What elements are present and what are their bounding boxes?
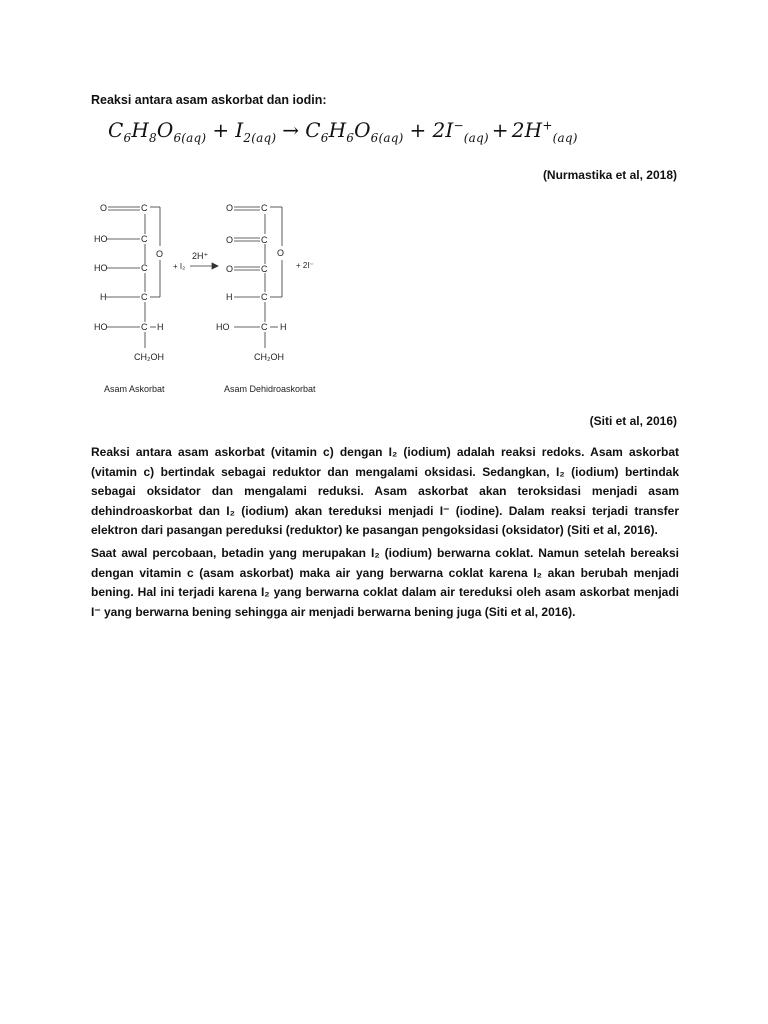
atom-c: C [261, 203, 268, 213]
reagent-iodine: + I₂ [173, 262, 186, 271]
group-ch2oh: CH₂OH [254, 352, 284, 362]
atom-h: H [280, 322, 287, 332]
section-heading: Reaksi antara asam askorbat dan iodin: [91, 93, 327, 107]
chemical-equation [108, 118, 578, 145]
paragraph-redox-explanation: Reaksi antara asam askorbat (vitamin c) dengan I₂ (iodium) adalah reaksi redoks. Asam askorbat (vitamin c) bertindak sebagai reduktor dan mengalami oksidasi. Sedangkan, I₂ (iodium) bertindak sebagai oksidator dan mengalami reduksi. Asam askorbat akan teroksidasi menjadi asam dehindroaskorbat dan I₂ (iodium) akan tereduksi menjadi I⁻ (iodine). Dalam reaksi terjadi transfer elektron dari pasangan pereduksi (reduktor) ke pasangan pengoksidasi (oksidator) (Siti et al, 2016). [91, 445, 679, 537]
atom-c: C [261, 292, 268, 302]
atom-c: C [261, 322, 268, 332]
atom-h: H [157, 322, 164, 332]
reaction-structure-diagram [88, 196, 328, 402]
plus-sign: + [491, 118, 509, 142]
atom-o: O [226, 264, 234, 274]
atom-c: C [141, 322, 148, 332]
group-ho: HO [94, 322, 108, 332]
catalyst-hydrogen-ion: 2H⁺ [192, 251, 209, 261]
atom-c: C [261, 264, 268, 274]
atom-c: C [141, 203, 148, 213]
atom-h: H [100, 292, 107, 302]
atom-c: C [261, 235, 268, 245]
atom-c: C [141, 292, 148, 302]
reactant-iodine: $I_{2(aq)}$ [235, 118, 277, 145]
citation-nurmastika: (Nurmastika et al, 2018) [542, 168, 677, 182]
reaction-arrow: → [282, 118, 300, 142]
atom-o: O [226, 235, 234, 245]
product-dehydroascorbic-acid: $C_6H_6O_{6(aq)}$ [305, 118, 404, 145]
plus-sign: + [409, 118, 427, 142]
group-ch2oh: CH₂OH [134, 352, 164, 362]
byproduct-iodide: + 2I⁻ [296, 261, 314, 270]
group-ho: HO [94, 234, 108, 244]
reactant-ascorbic-acid: $C_6H_8O_{6(aq)}$ [108, 118, 207, 145]
caption-dehydroascorbic-acid: Asam Dehidroaskorbat [224, 384, 316, 394]
group-ho: HO [216, 322, 230, 332]
caption-ascorbic-acid: Asam Askorbat [104, 384, 165, 394]
ring-oxygen: O [156, 249, 164, 259]
product-iodide: $2I^-_{(aq)}$ [432, 118, 489, 145]
product-hydrogen-ion: $2H^+_{(aq)}$ [511, 118, 578, 145]
citation-siti: (Siti et al, 2016) [589, 414, 677, 428]
atom-h: H [226, 292, 233, 302]
atom-c: C [141, 263, 148, 273]
atom-o: O [226, 203, 234, 213]
paragraph-observation: Saat awal percobaan, betadin yang merupakan I₂ (iodium) berwarna coklat. Namun setelah bereaksi dengan vitamin c (asam askorbat) maka air yang berwarna coklat karena I₂ akan berubah menjadi bening. Hal ini terjadi karena I₂ yang berwarna coklat dalam air tereduksi oleh asam askorbat menjadi I⁻ yang berwarna bening sehingga air menjadi berwarna bening juga (Siti et al, 2016). [91, 546, 679, 619]
plus-sign: + [212, 118, 230, 142]
group-ho: HO [94, 263, 108, 273]
atom-o: O [100, 203, 108, 213]
atom-c: C [141, 234, 148, 244]
ring-oxygen: O [277, 248, 285, 258]
